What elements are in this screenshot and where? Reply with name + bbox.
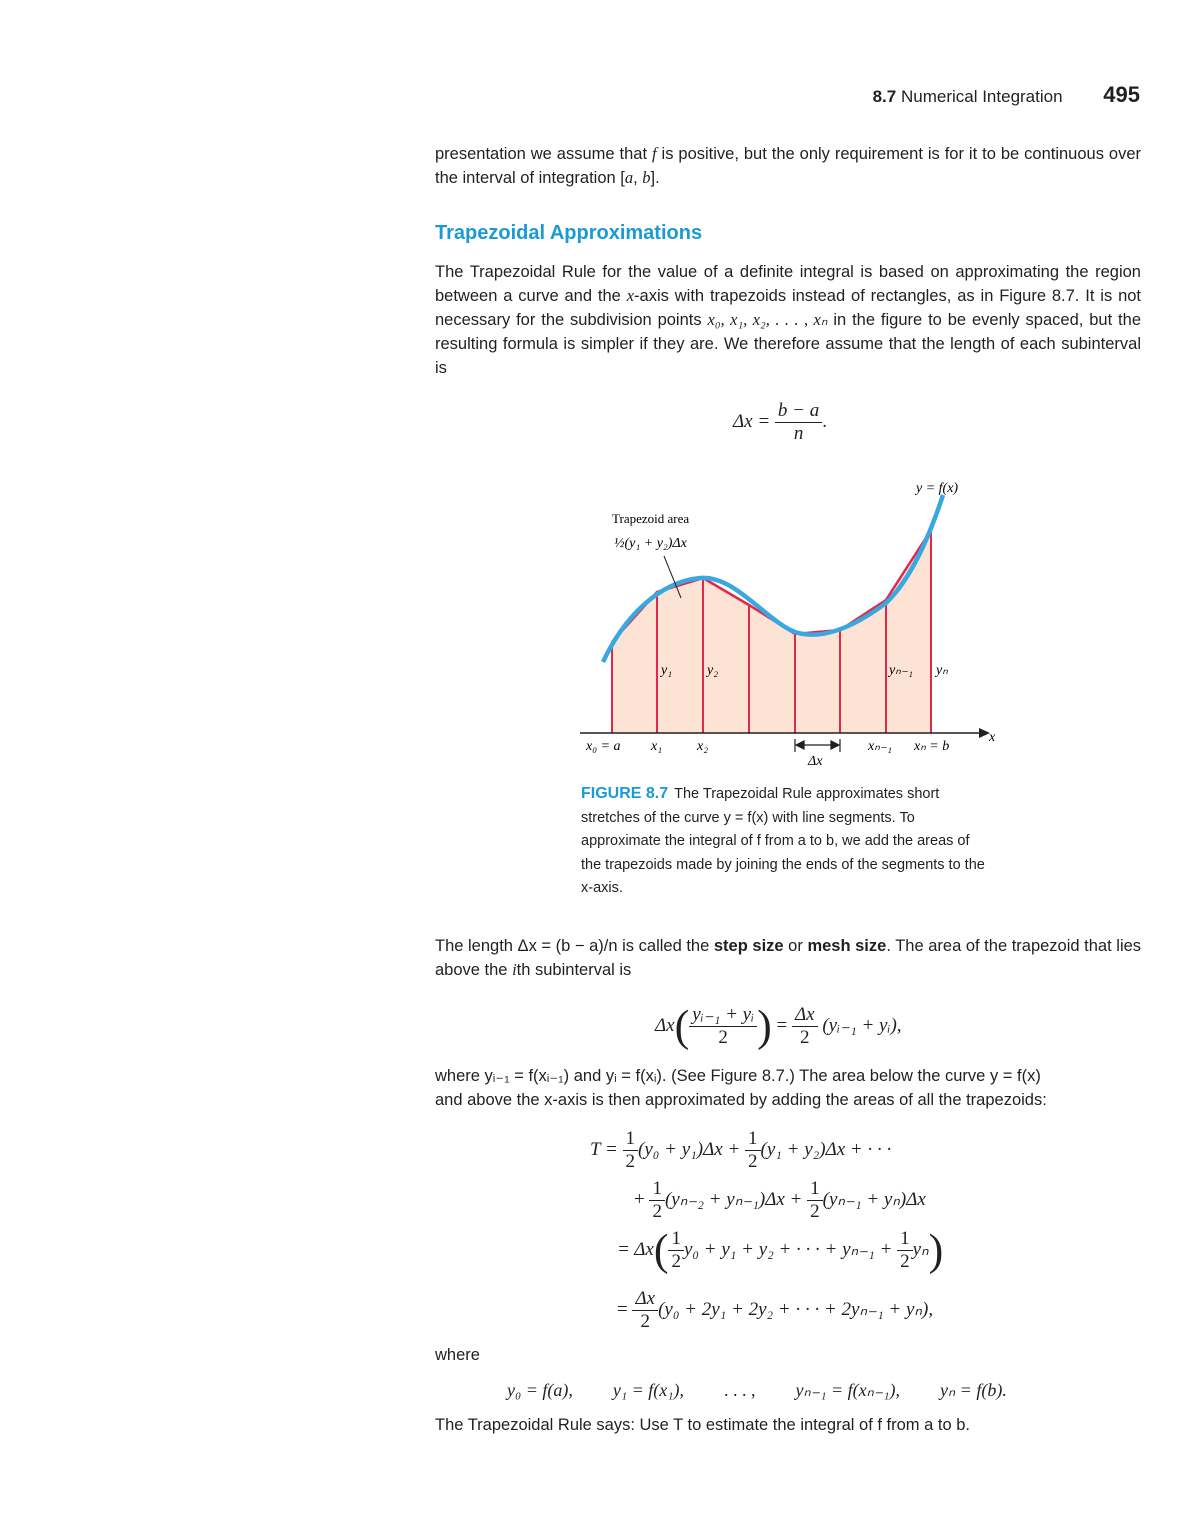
para2-text-1: The length Δx = (b − a)/n is called the [435, 937, 714, 955]
y-label-2: y₂ [707, 663, 719, 678]
value-y0: y₀ = f(a), [507, 1380, 573, 1400]
value-ellipsis: . . . , [724, 1380, 756, 1400]
area-tail: (yᵢ₋₁ + yᵢ), [822, 1014, 902, 1036]
t-equation-line-2 [634, 1178, 926, 1223]
area-lhs: Δx [655, 1014, 675, 1036]
half-fraction-3: $\frac{1}{2}$ [649, 1178, 665, 1223]
dx-lhs: Δx = [733, 410, 771, 432]
term-mesh-size: mesh size [807, 937, 887, 955]
value-yn: yₙ = f(b). [940, 1380, 1007, 1400]
paragraph-2 [435, 934, 1141, 982]
dx-denominator: n [793, 423, 804, 444]
delta-x-bracket [795, 739, 840, 752]
t-equation-line-4 [617, 1288, 933, 1333]
figure-caption [581, 782, 991, 901]
where-label: where [435, 1346, 480, 1364]
t-line2-a: (yₙ₋₂ + yₙ₋₁)Δx + [664, 1188, 803, 1210]
dx-numerator: b − a [775, 400, 822, 423]
t-line2-lhs: + [634, 1188, 645, 1210]
area-fraction-2 [792, 1004, 818, 1049]
dx-tail: . [822, 410, 827, 432]
x-label-n: xₙ = b [914, 739, 950, 754]
t-line4-lhs: = [617, 1298, 628, 1320]
delta-x-label: Δx [808, 754, 823, 769]
x-label-1: x₁ [651, 739, 663, 754]
x-label-2: x₂ [697, 739, 709, 754]
y-label-n: yₙ [936, 663, 948, 678]
half-fraction-6: $\frac{1}{2}$ [897, 1228, 913, 1273]
caption-label: FIGURE 8.7 [581, 785, 669, 802]
half-fraction-1: $\frac{1}{2}$ [623, 1128, 639, 1173]
area-denominator-2: 2 [800, 1027, 810, 1048]
area-fraction-1 [689, 1004, 757, 1049]
para2-text-2: . The area of the trapezoid that lies above the [435, 937, 1142, 979]
t-equation-line-3: = Δx( $\frac{1}{2}$ y₀ + y₁ + y₂ + · · · + yₙ₋₁ + $\frac{1}{2}$ yₙ) [617, 1225, 944, 1275]
trapezoid-area-equation: Δx( $\frac{\text{yᵢ₋₁ + yᵢ}}{2}$ ) = $\frac{\Delta x}{2}$ (yᵢ₋₁ + yᵢ), [655, 1001, 902, 1051]
x-label-0: x₀ = a [586, 739, 621, 754]
half-fraction-4: $\frac{1}{2}$ [807, 1178, 823, 1223]
area-numerator: yᵢ₋₁ + yᵢ [689, 1004, 757, 1027]
caption-text: The Trapezoidal Rule approximates short stretches of the curve y = f(x) with line segments. To approximate the integral of f from a to b, we add the areas of the trapezoids made by joining the ends of the segments to the x-axis. [581, 786, 985, 896]
y-label-1: y₁ [661, 663, 673, 678]
section-heading: Trapezoidal Approximations [435, 222, 703, 244]
term-step-size: step size [713, 937, 784, 955]
t-line3-a: y₀ + y₁ + y₂ + · · · + yₙ₋₁ + [683, 1238, 893, 1260]
y-label-n-1: yₙ₋₁ [889, 663, 914, 678]
t-line3-lhs: = Δx [617, 1238, 654, 1260]
para2-text-3: th subinterval is [516, 961, 632, 979]
t-line2-b: (yₙ₋₁ + yₙ)Δx [822, 1188, 926, 1210]
intro-text-3: ]. [650, 169, 660, 187]
paragraph-3 [435, 1064, 1141, 1112]
value-yn-1: yₙ₋₁ = f(xₙ₋₁), [795, 1380, 901, 1400]
t-line1-b: (y₁ + y₂)Δx + · · · [760, 1138, 892, 1160]
values-line [507, 1380, 1007, 1401]
para1-text-1: The Trapezoidal Rule for the value of a definite integral is based on approximating the region between a curve and the [435, 263, 1141, 305]
intro-a: a [624, 168, 634, 187]
para2-or: or [783, 937, 808, 955]
para3-line-2: and above the x-axis is then approximated by adding the areas of all the trapezoids: [435, 1091, 1047, 1109]
para2-i: i [512, 960, 517, 979]
page-number: 495 [1103, 82, 1140, 107]
intro-text-1: presentation we assume that [435, 145, 652, 163]
area-denominator: 2 [718, 1027, 728, 1048]
half-fraction-5: $\frac{1}{2}$ [668, 1228, 684, 1273]
area-numerator-2: Δx [792, 1004, 818, 1027]
intro-f: f [652, 144, 657, 163]
t-line4-a: (y₀ + 2y₁ + 2y₂ + · · · + 2yₙ₋₁ + yₙ), [658, 1298, 934, 1320]
curve-label: y = f(x) [916, 481, 959, 496]
trapezoid-area-label: Trapezoid area [612, 511, 690, 526]
value-y1: y₁ = f(x₁), [612, 1380, 685, 1400]
t-equation-line-1 [590, 1128, 891, 1173]
intro-b: b [642, 168, 651, 187]
section-number: 8.7 [872, 87, 897, 106]
area-equals: = [776, 1014, 788, 1036]
x-label-n-1: xₙ₋₁ [868, 739, 893, 754]
t-line1-lhs: T = [590, 1138, 618, 1160]
final-statement: The Trapezoidal Rule says: Use T to estimate the integral of f from a to b. [435, 1416, 970, 1434]
para3-line-1: where yᵢ₋₁ = f(xᵢ₋₁) and yᵢ = f(xᵢ). (See Figure 8.7.) The area below the curve y = f(x) [435, 1067, 1041, 1085]
half-fraction-2: $\frac{1}{2}$ [745, 1128, 761, 1173]
section-title: Numerical Integration [900, 87, 1063, 106]
dx-half-fraction: $\frac{\Delta x}{2}$ [632, 1288, 658, 1333]
intro-text-2: is positive, but the only requirement is for it to be continuous over the interval of integration [ [435, 145, 1141, 187]
para1-x: x [626, 286, 635, 305]
trapezoid-fill [612, 530, 931, 733]
para1-text-2: -axis with trapezoids instead of rectangles, as in Figure 8.7. It is not necessary for the subdivision points [435, 287, 1142, 329]
t-line1-a: (y₀ + y₁)Δx + [638, 1138, 741, 1160]
para1-points: x₀, x₁, x₂, . . . , xₙ [707, 310, 828, 329]
intro-sep: , [633, 169, 643, 187]
x-axis-label: x [989, 730, 996, 745]
trapezoid-area-formula: ½(y₁ + y₂)Δx [614, 536, 687, 551]
t-line3-b: yₙ [912, 1238, 929, 1260]
para1-text-3: in the figure to be evenly spaced, but the resulting formula is simpler if they are. We therefore assume that the length of each subinterval is [435, 311, 1141, 377]
